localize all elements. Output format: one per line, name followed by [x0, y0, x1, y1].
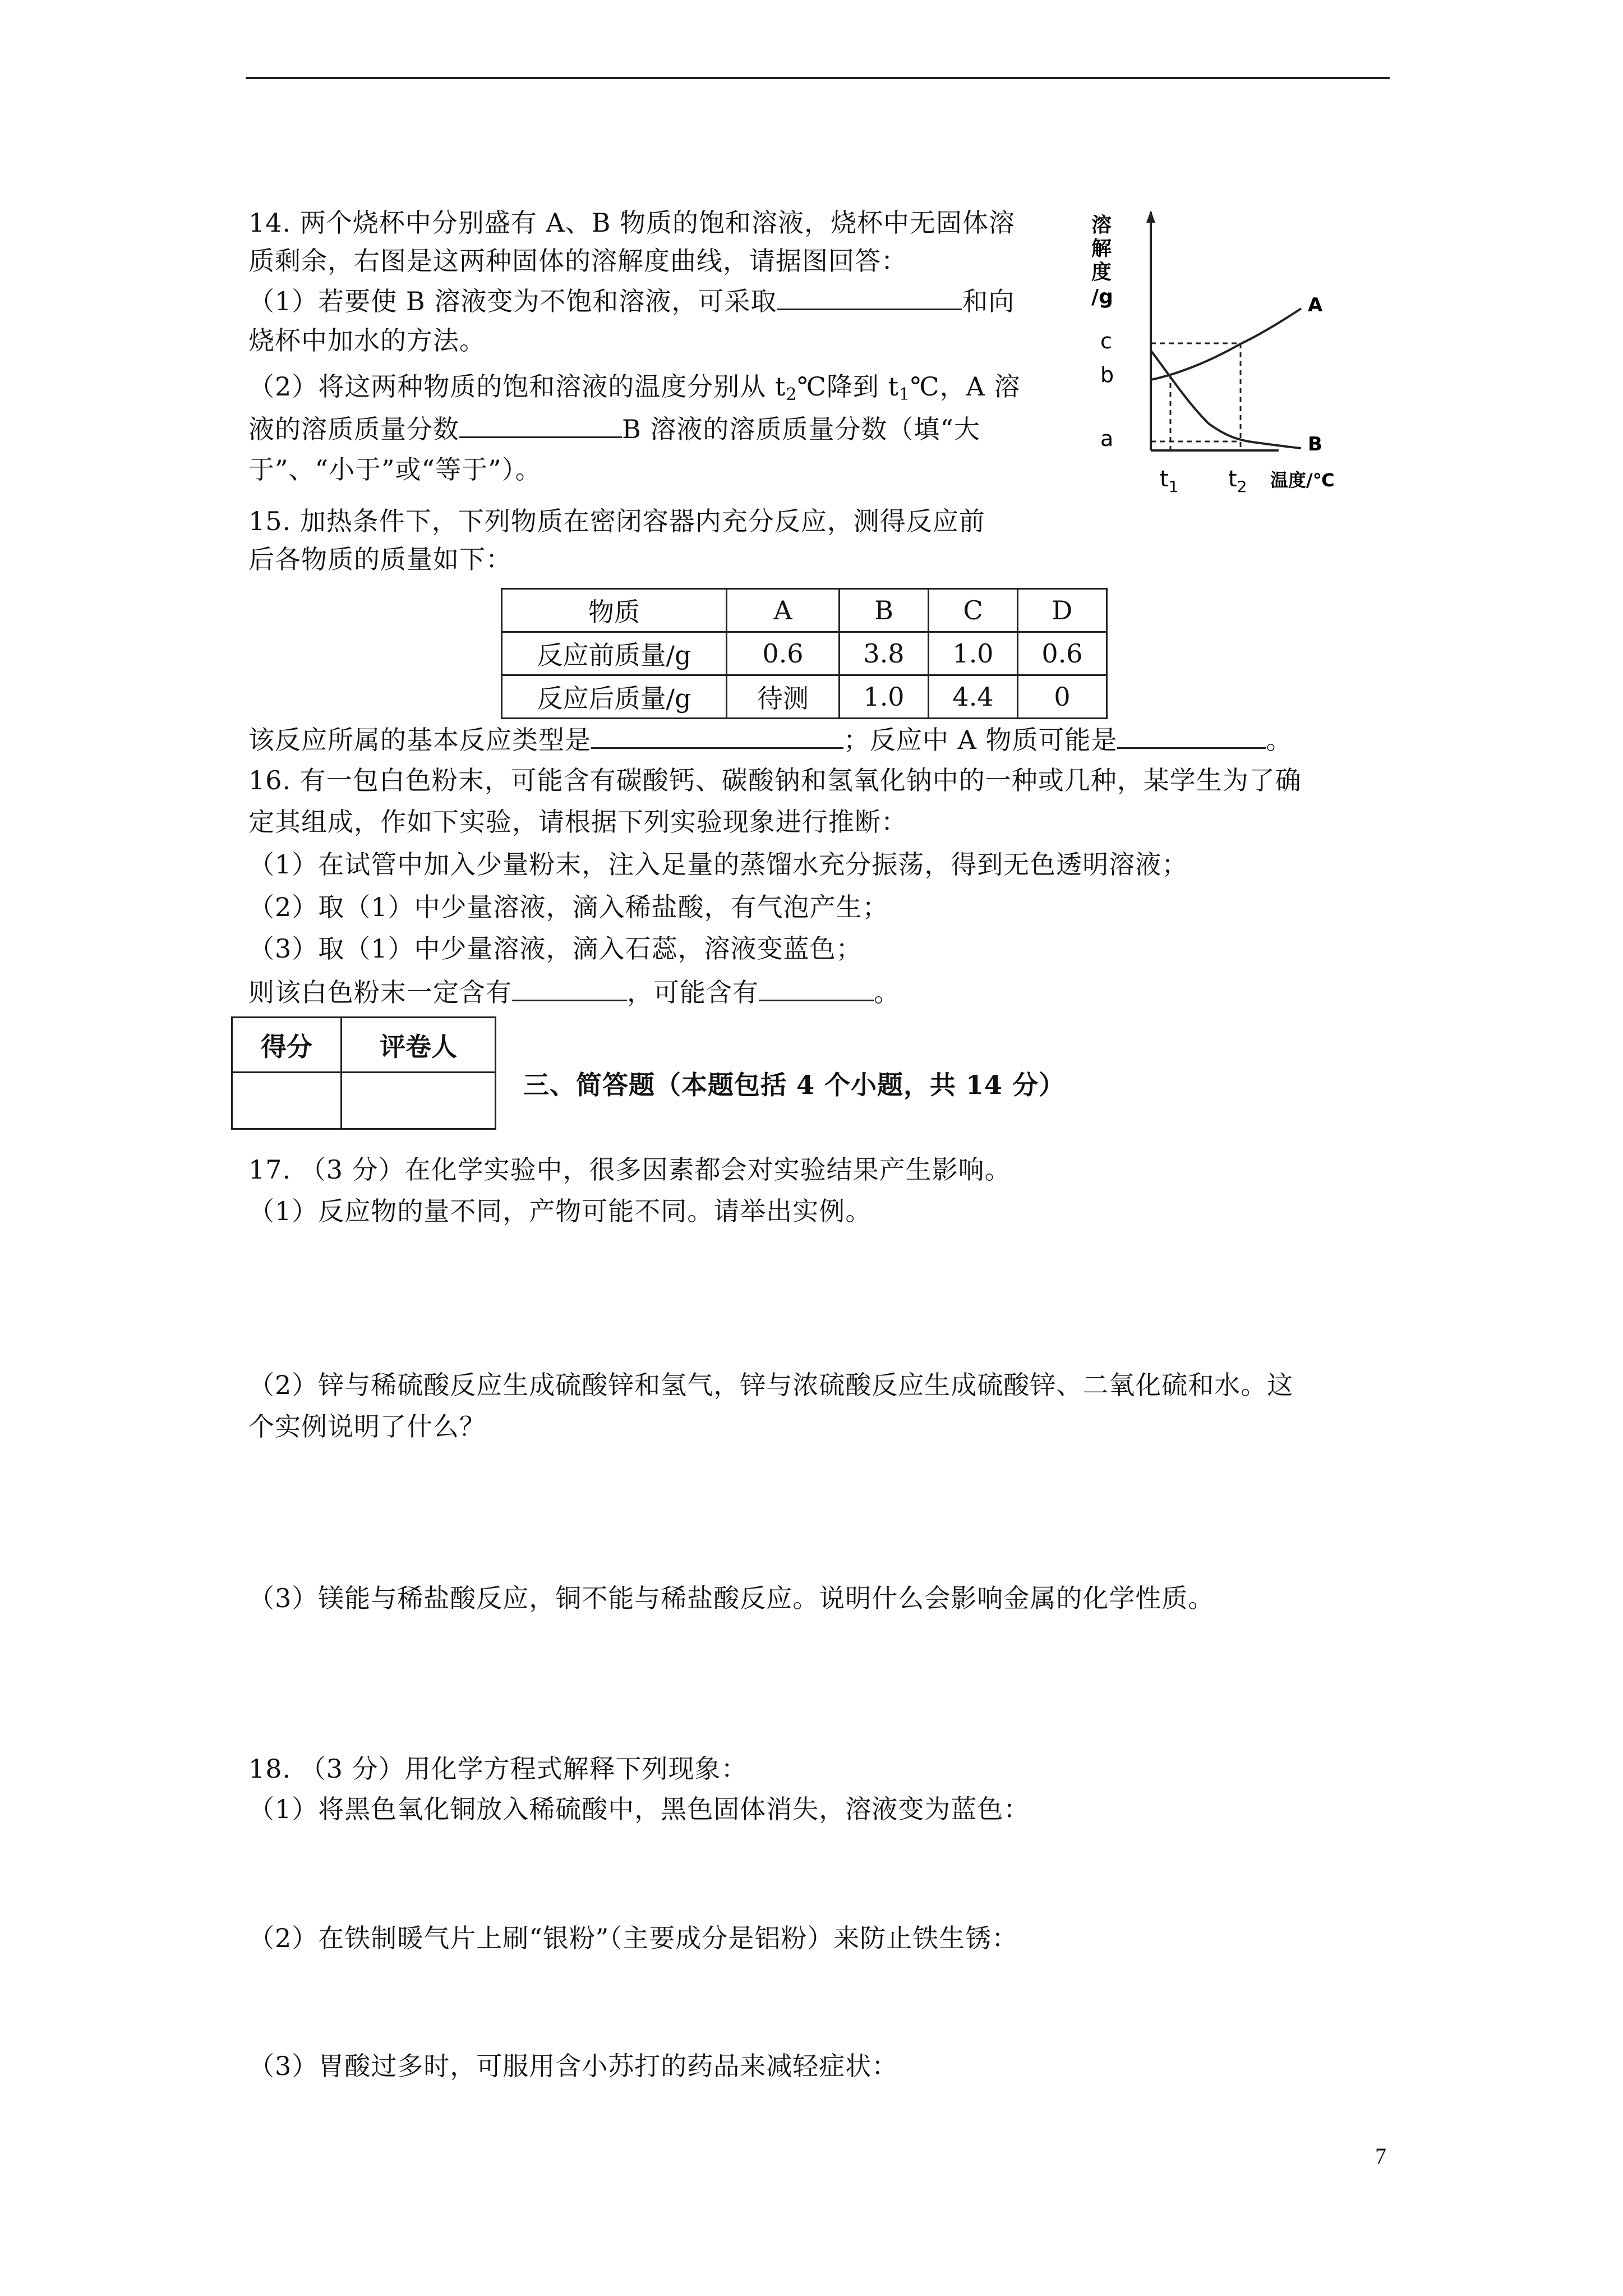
- mass-table-cell: D: [1018, 589, 1107, 632]
- mass-table-cell: 物质: [502, 589, 727, 632]
- q16-line-5: （3）取（1）中少量溶液，滴入石蕊，溶液变蓝色；: [248, 933, 863, 964]
- chart-ylabel-1: 溶: [1091, 214, 1112, 237]
- q17-line-1: 17. （3 分）在化学实验中，很多因素都会对实验结果产生影响。: [248, 1154, 1011, 1185]
- score-box-header: [232, 1018, 496, 1073]
- mass-table-cell: 1.0: [929, 632, 1018, 675]
- mass-table-header: [502, 589, 1107, 632]
- q15-answer-text-c: 。: [1266, 725, 1293, 755]
- q16-line-4: （2）取（1）中少量溶液，滴入稀盐酸，有气泡产生；: [248, 892, 889, 922]
- q17-part1: （1）反应物的量不同，产物可能不同。请举出实例。: [248, 1196, 872, 1226]
- mass-table-row: [502, 632, 1107, 675]
- chart-xlabel: 温度/℃: [1270, 470, 1335, 491]
- mass-table-cell: 0.6: [1018, 632, 1107, 675]
- mass-table-cell: 0.6: [727, 632, 840, 675]
- curve-b: [1151, 351, 1301, 448]
- q18-part2: （2）在铁制暖气片上刷“银粉”（主要成分是铝粉）来防止铁生锈：: [248, 1923, 1018, 1953]
- q16-line-1: 16. 有一包白色粉末，可能含有碳酸钙、碳酸钠和氢氧化钠中的一种或几种，某学生为了确: [248, 765, 1302, 795]
- mass-table-cell: B: [840, 589, 929, 632]
- q14-part2-line-3: 于”、“小于”或“等于”）。: [248, 454, 542, 485]
- q16-may-contain-blank[interactable]: [759, 976, 874, 1001]
- q16-answer-text-a: 则该白色粉末一定含有: [248, 977, 512, 1007]
- q15-line-1: 15. 加热条件下，下列物质在密闭容器内充分反应，测得反应前: [248, 506, 985, 536]
- mass-table-cell: 1.0: [840, 675, 929, 719]
- q15-answer-line: [248, 724, 1292, 756]
- q16-answer-text-c: 。: [874, 977, 900, 1007]
- q14-part1-text: （1）若要使 B 溶液变为不饱和溶液，可采取: [248, 286, 777, 316]
- q14-part2-sub-1: 1: [899, 385, 911, 404]
- q18-part3: （3）胃酸过多时，可服用含小苏打的药品来减轻症状：: [248, 2051, 898, 2081]
- mass-table-cell: 4.4: [929, 675, 1018, 719]
- q14-part1-line-2: 烧杯中加水的方法。: [248, 325, 486, 356]
- mass-table-cell: 反应前质量/g: [502, 632, 727, 675]
- q14-line-1: 14. 两个烧杯中分别盛有 A、B 物质的饱和溶液，烧杯中无固体溶: [248, 208, 1016, 238]
- chart-ytick-b: b: [1100, 362, 1114, 387]
- q17-part2-line-1: （2）锌与稀硫酸反应生成硫酸锌和氢气，锌与浓硫酸反应生成硫酸锌、二氧化硫和水。这: [248, 1370, 1294, 1400]
- q14-part2-line: [248, 370, 1020, 411]
- chart-xtick-t2: $t_2$: [1228, 466, 1247, 496]
- mass-table-cell: C: [929, 589, 1018, 632]
- q14-part2-text-b: ℃降到 t: [797, 371, 900, 402]
- q14-line-2: 质剩余，右图是这两种固体的溶解度曲线，请据图回答：: [248, 246, 907, 276]
- chart-ylabel-4: /g: [1091, 286, 1113, 309]
- q14-part1-tail: 和向: [962, 286, 1015, 316]
- q14-part2-text-c: ℃，A 溶: [910, 371, 1021, 402]
- chart-ytick-c: c: [1100, 329, 1112, 353]
- q14-part2-text-e: B 溶液的溶质质量分数（填“大: [622, 414, 980, 444]
- series-label-a: A: [1308, 294, 1323, 316]
- q15-a-substance-blank[interactable]: [1117, 724, 1266, 749]
- q14-part2-sub-2: 2: [786, 385, 797, 404]
- score-input-cell[interactable]: [232, 1073, 342, 1129]
- mass-table-cell: 反应后质量/g: [502, 675, 727, 719]
- solubility-chart: [1088, 210, 1388, 502]
- q17-part3: （3）镁能与稀盐酸反应，铜不能与稀盐酸反应。说明什么会影响金属的化学性质。: [248, 1583, 1215, 1613]
- mass-table-cell: 待测: [727, 675, 840, 719]
- q14-part2-text-a: （2）将这两种物质的饱和溶液的温度分别从 t: [248, 371, 786, 402]
- score-box: [231, 1016, 496, 1130]
- mass-table-cell: A: [727, 589, 840, 632]
- mass-table: [501, 588, 1108, 719]
- q15-type-blank[interactable]: [591, 724, 843, 749]
- q14-part2-blank[interactable]: [459, 413, 622, 438]
- mass-table-cell: 0: [1018, 675, 1107, 719]
- q18-line-1: 18. （3 分）用化学方程式解释下列现象：: [248, 1754, 748, 1784]
- score-box-input-row: [232, 1073, 496, 1129]
- q15-answer-text-a: 该反应所属的基本反应类型是: [248, 725, 591, 755]
- q15-line-2: 后各物质的质量如下：: [248, 544, 512, 574]
- header-rule: [246, 77, 1390, 79]
- q14-part2-text-d: 液的溶质质量分数: [248, 414, 459, 444]
- mass-table-cell: 3.8: [840, 632, 929, 675]
- q14-part1-blank[interactable]: [777, 285, 962, 310]
- q14-part2-line-2: [248, 413, 980, 445]
- grader-label: 评卷人: [342, 1018, 496, 1073]
- q16-answer-text-b: ，可能含有: [627, 977, 759, 1007]
- q16-line-2: 定其组成，作如下实验，请根据下列实验现象进行推断：: [248, 807, 907, 837]
- mass-table-row: [502, 675, 1107, 719]
- chart-xtick-t1: $t_1$: [1160, 466, 1179, 496]
- grader-input-cell[interactable]: [342, 1073, 496, 1129]
- q17-part2-line-2: 个实例说明了什么？: [248, 1411, 486, 1442]
- chart-ytick-a: a: [1100, 426, 1114, 451]
- series-label-b: B: [1308, 433, 1322, 455]
- q16-must-contain-blank[interactable]: [512, 976, 627, 1001]
- chart-ylabel-3: 度: [1091, 261, 1112, 284]
- q16-answer-line: [248, 976, 900, 1009]
- q15-answer-text-b: ；反应中 A 物质可能是: [843, 725, 1118, 755]
- chart-y-arrow: [1146, 210, 1155, 223]
- section3-title: 三、简答题（本题包括 4 个小题，共 14 分）: [523, 1070, 1066, 1100]
- q14-part1-line: [248, 285, 1015, 318]
- q18-part1: （1）将黑色氧化铜放入稀硫酸中，黑色固体消失，溶液变为蓝色：: [248, 1794, 1030, 1824]
- q16-line-3: （1）在试管中加入少量粉末，注入足量的蒸馏水充分振荡，得到无色透明溶液；: [248, 849, 1188, 880]
- chart-ylabel-2: 解: [1091, 237, 1112, 260]
- score-label: 得分: [232, 1018, 342, 1073]
- page-number: 7: [1375, 2143, 1386, 2169]
